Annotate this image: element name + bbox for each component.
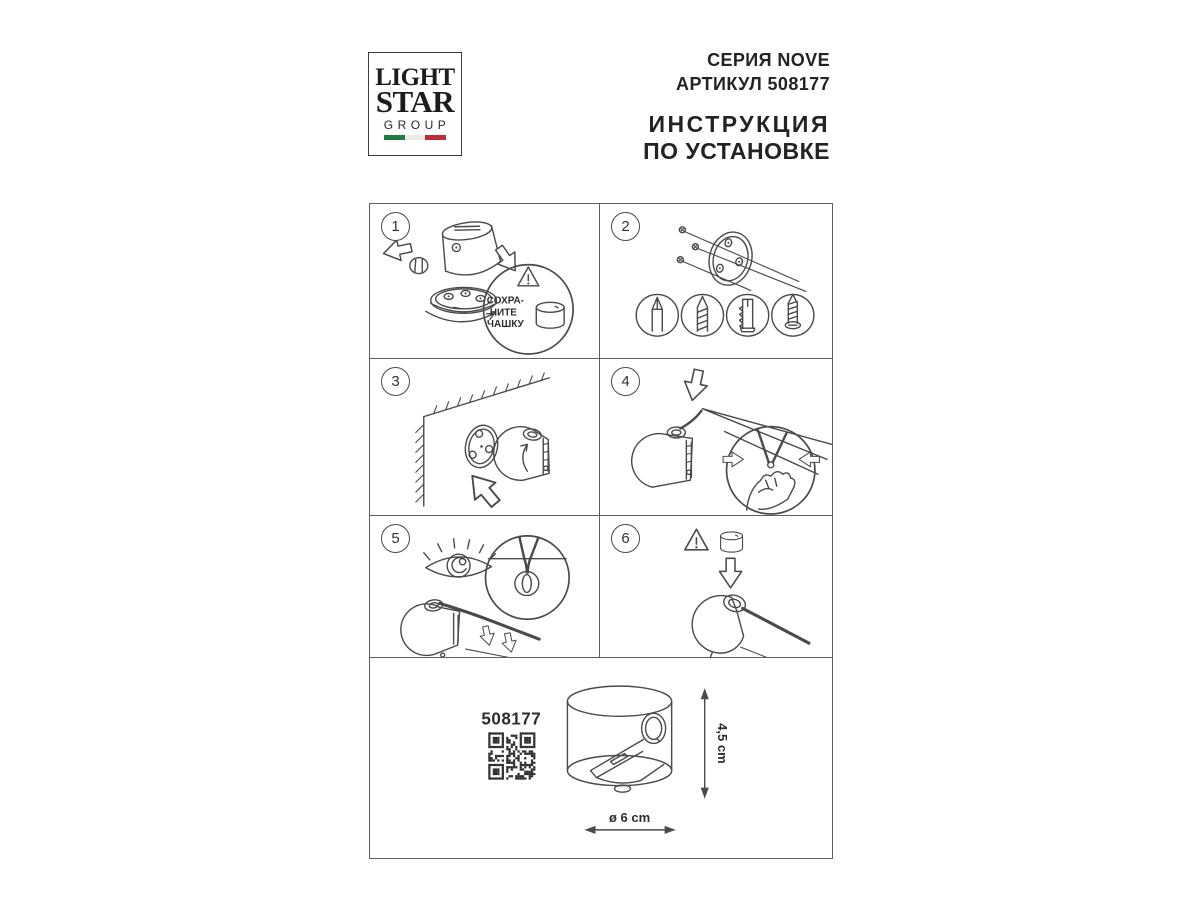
hand-icon (747, 472, 795, 510)
luminaire-drawing (567, 686, 671, 792)
arrow-down-icon (681, 368, 710, 403)
title-line-1: ИНСТРУКЦИЯ (648, 110, 830, 137)
step-number: 3 (381, 367, 410, 396)
cup-icon (721, 532, 743, 552)
step-number: 4 (611, 367, 640, 396)
warning-icon (518, 267, 539, 286)
height-dimension (701, 688, 730, 799)
pencil-icon (652, 297, 662, 331)
diameter-dimension (584, 810, 675, 834)
product-article: 508177 (481, 709, 542, 729)
instruction-grid (369, 203, 833, 859)
logo-word-group: GROUP (383, 117, 451, 132)
logo-word-star: STAR (375, 84, 455, 120)
arrow-down-icon (720, 558, 742, 587)
screw-icon (785, 294, 800, 328)
logo-word-light: LIGHT (375, 64, 455, 92)
keep-cup-note-line1: СОХРА- (486, 295, 525, 307)
series-label: СЕРИЯ NOVE (707, 50, 830, 70)
wall-anchor-icon (740, 299, 755, 331)
step-number: 5 (381, 524, 410, 553)
lightstar-logo (368, 52, 462, 156)
product-drawing (370, 658, 832, 858)
step-3-panel (370, 359, 600, 516)
article-label: АРТИКУЛ 508177 (676, 74, 830, 95)
step-2-panel (600, 204, 832, 359)
arrow-down-icon (478, 625, 496, 647)
product-panel (370, 658, 832, 858)
step-number: 2 (611, 212, 640, 241)
cup-icon (536, 302, 564, 328)
keep-cup-note-line3: ЧАШКУ (487, 319, 524, 331)
step-4-panel (600, 359, 832, 516)
eye-icon (424, 539, 496, 577)
step-number: 6 (611, 524, 640, 553)
warning-icon (685, 529, 708, 550)
step-5-panel (370, 516, 600, 658)
italian-flag-bar (384, 135, 446, 140)
arrow-left-icon (381, 237, 413, 263)
arrow-down-icon (500, 632, 518, 654)
arrow-left-icon (799, 452, 819, 467)
keep-cup-note-line2: НИТЕ (489, 307, 517, 319)
step-6-panel (600, 516, 832, 658)
arrow-up-left-icon (462, 467, 506, 512)
height-label: 4,5 cm (714, 723, 730, 764)
step-1-panel (370, 204, 600, 359)
arrow-down-right-icon (490, 242, 523, 277)
step-number: 1 (381, 212, 410, 241)
drill-bit-icon (697, 296, 707, 331)
diameter-label: ø 6 cm (608, 809, 651, 825)
qr-code (488, 732, 535, 779)
header-block (580, 48, 830, 166)
title-line-2: ПО УСТАНОВКЕ (643, 138, 830, 165)
